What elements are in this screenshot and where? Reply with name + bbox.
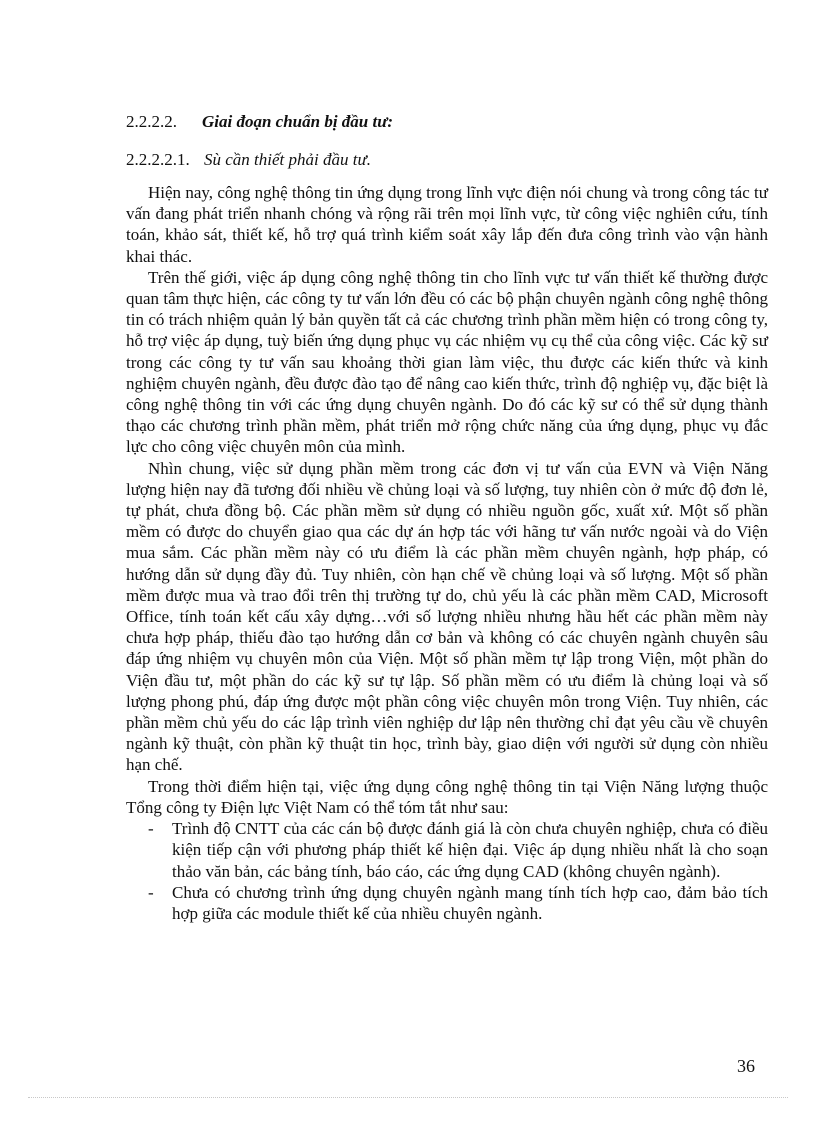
- bullet-list: [126, 818, 768, 924]
- footer-divider: [28, 1097, 788, 1098]
- paragraph: Nhìn chung, việc sử dụng phần mềm trong các đơn vị tư vấn của EVN và Viện Năng lượng hiện nay đã tương đối nhiều về chủng loại và số lượng, tuy nhiên còn ở mức độ đơn lẻ, tự phát, chưa đồng bộ. Các phần mềm sử dụng có nhiều nguồn gốc, xuất xứ. Một số phần mềm có được do chuyển giao qua các dự án hợp tác với hãng tư vấn nước ngoài và do Viện mua sắm. Các phần mềm này có ưu điểm là các phần mềm chuyên ngành, hợp pháp, có hướng dẫn sử dụng đầy đủ. Tuy nhiên, còn hạn chế về chủng loại và số lượng. Một số phần mềm được mua và trao đổi trên thị trường tự do, chủ yếu là các phần mềm CAD, Microsoft Office, tính toán kết cấu xây dựng…với số lượng nhiều nhưng hầu hết các phần mềm này chưa hợp pháp, thiếu đào tạo hướng dẫn cơ bản và không có các chuyên ngành chuyên sâu đáp ứng nhiệm vụ chuyên môn của Viện. Một số phần mềm tự lập trong Viện, một phần do Viện đầu tư, một phần do các kỹ sư tự lập. Số phần mềm có ưu điểm là chủng loại và số lượng phong phú, đáp ứng được một phần công việc chuyên môn trong Viện. Tuy nhiên, các phần mềm chủ yếu do các lập trình viên nghiệp dư lập nên thường chỉ đạt yêu cầu về chuyên ngành kỹ thuật, còn phần kỹ thuật tin học, trình bày, giao diện với người sử dụng còn nhiều hạn chế.: [126, 458, 768, 775]
- section-title: Giai đoạn chuẩn bị đầu tư:: [202, 112, 394, 131]
- section-heading: [126, 112, 393, 132]
- body-text: [126, 182, 768, 924]
- bullet-text: Trình độ CNTT của các cán bộ được đánh giá là còn chưa chuyên nghiệp, chưa có điều kiện tiếp cận với phương pháp thiết kế hiện đại. Việc áp dụng nhiều nhất là cho soạn thảo văn bản, các bảng tính, báo cáo, các ứng dụng CAD (không chuyên ngành).: [172, 819, 768, 881]
- subsection-number: 2.2.2.2.1.: [126, 150, 190, 169]
- subsection-heading: [126, 150, 371, 170]
- paragraph: Trong thời điểm hiện tại, việc ứng dụng công nghệ thông tin tại Viện Năng lượng thuộc Tổng công ty Điện lực Việt Nam có thể tóm tắt như sau:: [126, 776, 768, 817]
- page-number: 36: [737, 1056, 755, 1076]
- paragraph: Trên thế giới, việc áp dụng công nghệ thông tin cho lĩnh vực tư vấn thiết kế thường được quan tâm thực hiện, các công ty tư vấn lớn đều có các bộ phận chuyên ngành công nghệ thông tin có trách nhiệm quản lý bản quyền tất cả các chương trình phần mềm hiện có trong công ty, hỗ trợ việc áp dụng, tuỳ biến ứng dụng phục vụ các nhiệm vụ cụ thể của công việc. Các kỹ sư trong các công ty tư vấn sau khoảng thời gian làm việc, thu được các kiến thức và kinh nghiệm chuyên ngành, đều được đào tạo để nâng cao kiến thức, trình độ nghiệp vụ, đặc biệt là công nghệ thông tin với các ứng dụng chuyên ngành. Do đó các kỹ sư có thể sử dụng thành thạo các chương trình phần mềm, phát triển mở rộng chức năng của ứng dụng, phục vụ đắc lực cho công việc chuyên môn của mình.: [126, 267, 768, 457]
- subsection-title: Sù cần thiết phải đầu tư.: [204, 150, 371, 169]
- bullet-item: [126, 882, 768, 924]
- bullet-item: [126, 818, 768, 882]
- bullet-dash: -: [148, 819, 154, 839]
- bullet-text: Chưa có chương trình ứng dụng chuyên ngành mang tính tích hợp cao, đảm bảo tích hợp giữa các module thiết kế của nhiều chuyên ngành.: [172, 882, 768, 923]
- bullet-dash: -: [148, 882, 154, 902]
- paragraph: Hiện nay, công nghệ thông tin ứng dụng trong lĩnh vực điện nói chung và trong công tác tư vấn đang phát triển nhanh chóng và rộng rãi trên mọi lĩnh vực, từ công việc nghiên cứu, tính toán, khảo sát, thiết kế, hỗ trợ quá trình kiểm soát xây lắp đến đưa công trình vào vận hành khai thác.: [126, 183, 768, 266]
- section-number: 2.2.2.2.: [126, 112, 177, 131]
